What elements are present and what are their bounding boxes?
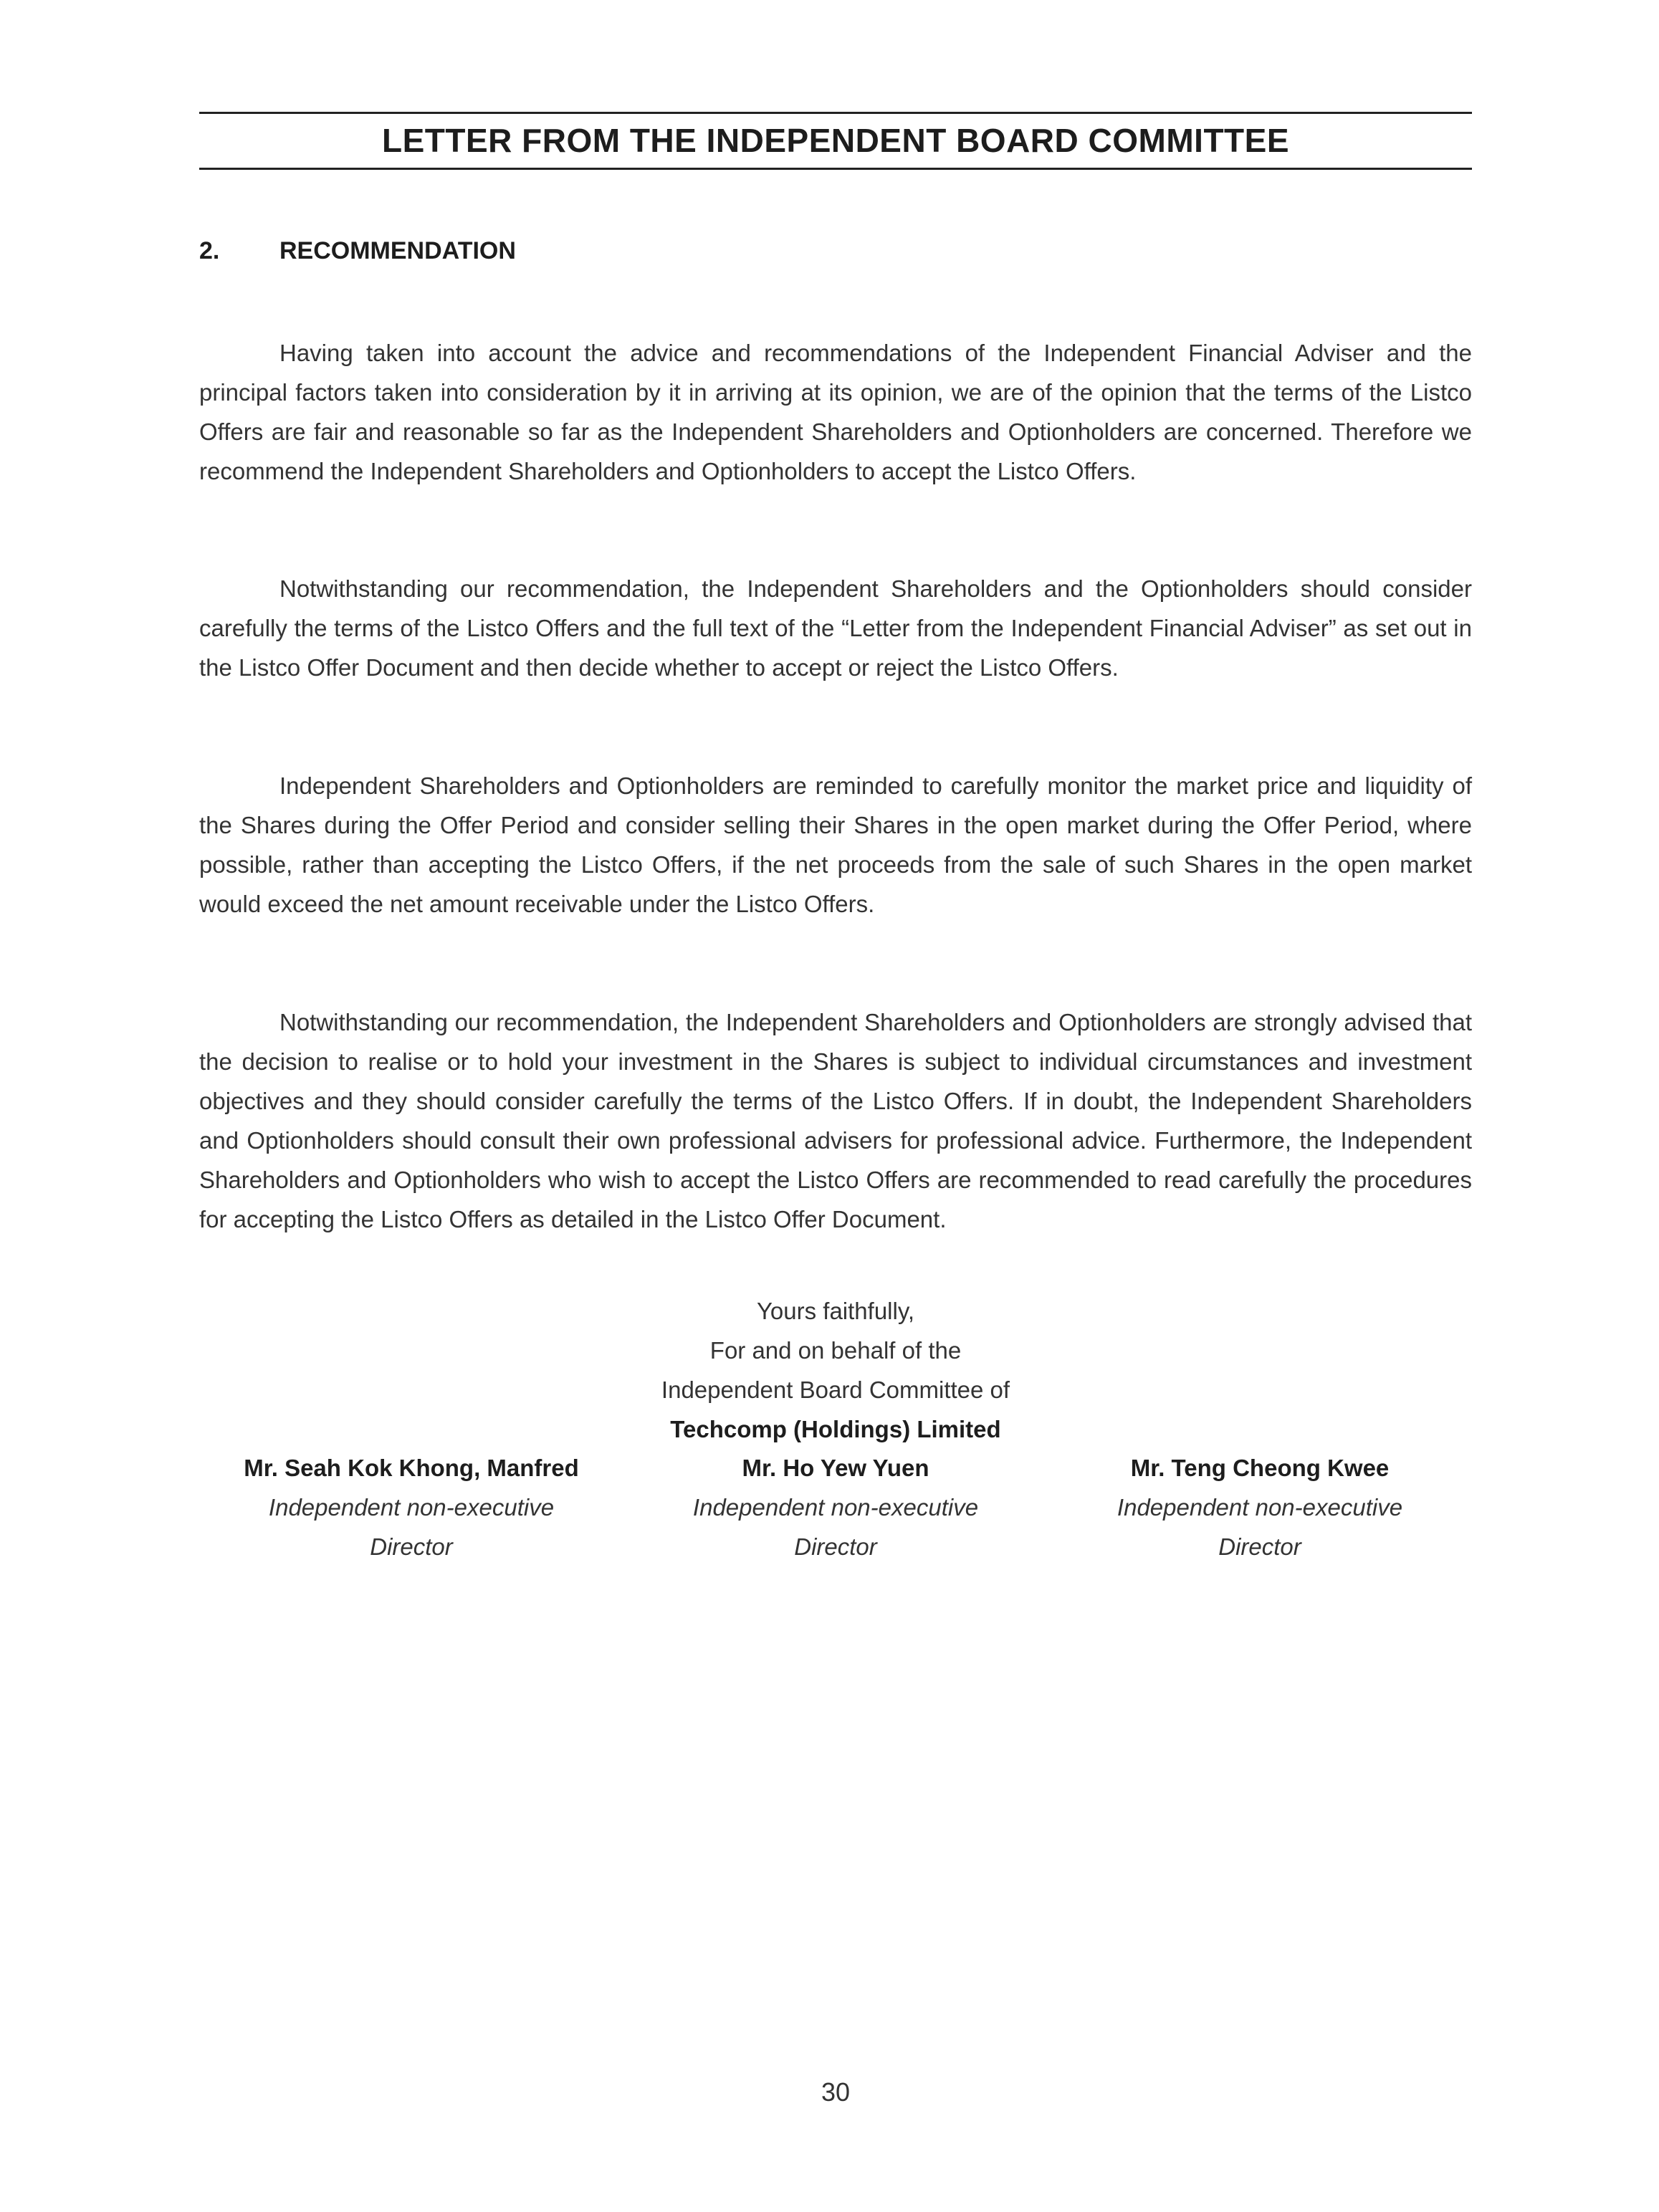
signatory-name: Mr. Seah Kok Khong, Manfred [244,1455,579,1481]
closing-company: Techcomp (Holdings) Limited [670,1416,1001,1442]
closing-behalf: For and on behalf of the [709,1337,962,1364]
paragraph-consider-terms: Notwithstanding our recommendation, the Independent Shareholders and the Optionholders should consider carefully the terms of the Listco Offers and the full text of the “Letter from the Independent Financial Adviser” as set out in the Listco Offer Document and then decide whether to accept or reject the Listco Offers. [199,575,1472,681]
page-title: LETTER FROM THE INDEPENDENT BOARD COMMITTEE [381,122,1290,159]
signatory-title: Director [1218,1533,1301,1560]
signatory-role: Independent non-executive [692,1494,979,1521]
closing-committee: Independent Board Committee of [661,1376,1010,1403]
signatory [199,1448,623,1566]
closing-salutation: Yours faithfully, [756,1298,915,1324]
signatory [1048,1448,1472,1566]
section-title: RECOMMENDATION [279,237,516,264]
closing-block [199,1291,1472,1449]
signatories [199,1448,1472,1566]
signatory [623,1448,1048,1566]
paragraph-strongly-advised: Notwithstanding our recommendation, the Independent Shareholders and Optionholders are strongly advised that the decision to realise or to hold your investment in the Shares is subject to individual circumstances and investment objectives and they should consider carefully the terms of the Listco Offers. If in doubt, the Independent Shareholders and Optionholders should consult their own professional advisers for professional advice. Furthermore, the Independent Shareholders and Optionholders who wish to accept the Listco Offers are recommended to read carefully the procedures for accepting the Listco Offers as detailed in the Listco Offer Document. [199,1009,1472,1232]
section-heading [199,235,516,267]
paragraph-advice: Having taken into account the advice and recommendations of the Independent Financial Adviser and the principal factors taken into consideration by it in arriving at its opinion, we are of the opinion that the terms of the Listco Offers are fair and reasonable so far as the Independent Shareholders and Optionholders are concerned. Therefore we recommend the Independent Shareholders and Optionholders to accept the Listco Offers. [199,340,1472,484]
signatory-name: Mr. Teng Cheong Kwee [1130,1455,1390,1481]
signatory-title: Director [370,1533,453,1560]
signatory-title: Director [794,1533,877,1560]
signatory-role: Independent non-executive [268,1494,555,1521]
paragraph-market-price: Independent Shareholders and Optionholders are reminded to carefully monitor the market price and liquidity of the Shares during the Offer Period and consider selling their Shares in the open market during the Offer Period, where possible, rather than accepting the Listco Offers, if the net proceeds from the sale of such Shares in the open market would exceed the net amount receivable under the Listco Offers. [199,772,1472,917]
section-number: 2. [199,237,220,264]
header-bottom-rule [199,168,1472,170]
signatory-role: Independent non-executive [1117,1494,1403,1521]
header-top-rule [199,112,1472,114]
signatory-name: Mr. Ho Yew Yuen [742,1455,929,1481]
page-number: 30 [821,2077,851,2107]
